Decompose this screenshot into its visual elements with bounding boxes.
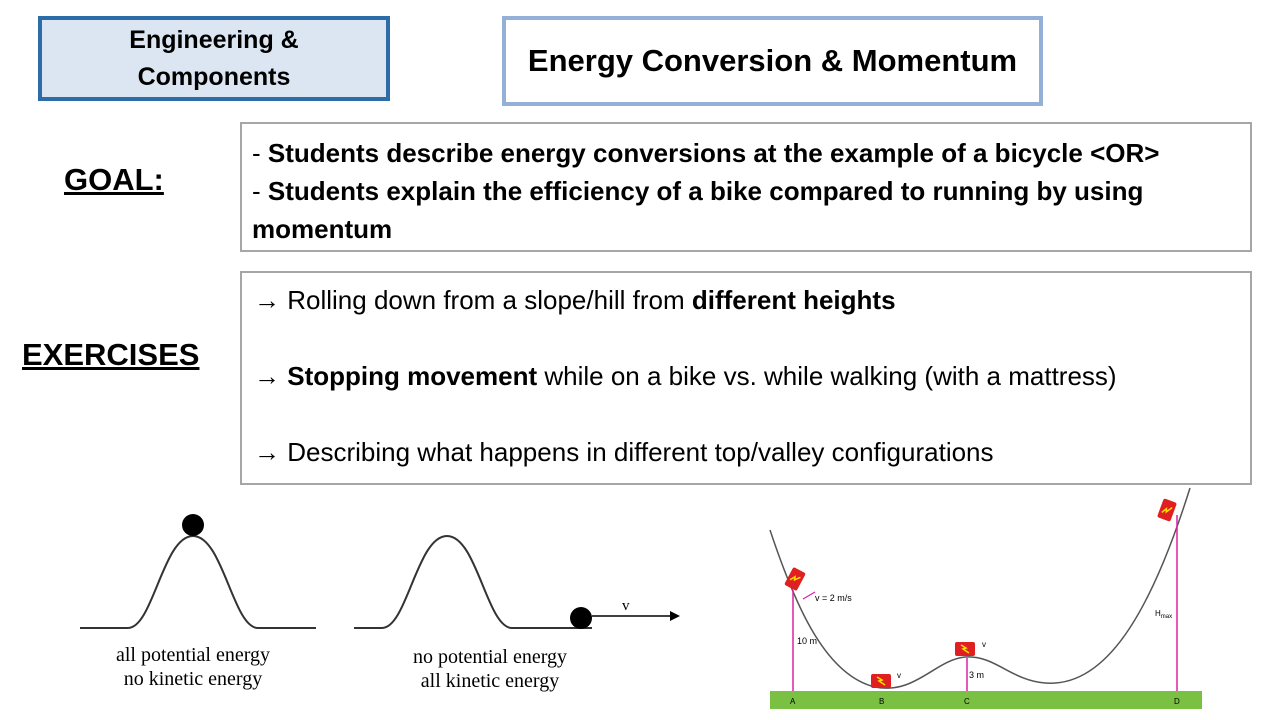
exercise-bold: Stopping movement bbox=[287, 361, 538, 391]
exercise-bold: different heights bbox=[691, 285, 896, 315]
caption-line: no kinetic energy bbox=[123, 668, 263, 690]
goal-line1: Students describe energy conversions at the example of a bicycle <OR> bbox=[267, 138, 1160, 168]
cart-icon bbox=[784, 567, 806, 591]
exercise-spacer bbox=[254, 319, 1238, 357]
cart-icon bbox=[871, 674, 891, 688]
slide-title: Energy Conversion & Momentum bbox=[527, 43, 1018, 78]
point-b-label: B bbox=[879, 697, 885, 706]
hmax-sub: max bbox=[1160, 614, 1173, 620]
exercise-item bbox=[254, 433, 1238, 471]
category-box bbox=[38, 16, 390, 101]
caption-line: all potential energy bbox=[115, 644, 271, 666]
speed-arrow-icon bbox=[803, 592, 815, 599]
height-c-label: 3 m bbox=[969, 670, 985, 680]
roller-coaster-figure bbox=[765, 485, 1210, 715]
point-a-label: A bbox=[790, 697, 796, 706]
goal-box bbox=[240, 122, 1252, 252]
exercise-spacer bbox=[254, 395, 1238, 433]
point-d-label: D bbox=[1174, 697, 1180, 706]
arrow-icon: → bbox=[254, 361, 288, 391]
hill-curve bbox=[80, 536, 316, 628]
arrow-icon: → bbox=[254, 285, 288, 315]
exercise-item bbox=[254, 281, 1238, 319]
track-curve bbox=[770, 488, 1190, 688]
hill2-caption bbox=[380, 645, 600, 693]
point-c-label: C bbox=[964, 697, 970, 706]
arrow-icon: → bbox=[254, 437, 288, 467]
hmax-main: H bbox=[1155, 609, 1161, 618]
caption-line: no potential energy bbox=[412, 646, 568, 668]
goal-line1-prefix: - bbox=[252, 138, 268, 168]
goal-label: GOAL: bbox=[64, 162, 164, 197]
exercise-item bbox=[254, 357, 1238, 395]
arrowhead-icon bbox=[670, 611, 680, 621]
hill-curve bbox=[354, 536, 592, 628]
velocity-label: v bbox=[622, 598, 630, 614]
exercise-text: Describing what happens in different top/valley configurations bbox=[287, 437, 994, 467]
cart-icon bbox=[955, 642, 975, 656]
ground bbox=[770, 691, 1202, 709]
caption-line: all kinetic energy bbox=[420, 670, 560, 692]
hill-kinetic-figure bbox=[352, 508, 682, 638]
speed-label: v = 2 m/s bbox=[815, 593, 852, 603]
exercise-text: Rolling down from a slope/hill from bbox=[287, 285, 692, 315]
hmax-label bbox=[1155, 609, 1172, 620]
cart-icon bbox=[1157, 498, 1177, 522]
hill1-caption bbox=[88, 643, 298, 691]
exercises-box bbox=[240, 271, 1252, 485]
title-box bbox=[502, 16, 1043, 106]
goal-line2: Students explain the efficiency of a bike compared to running by using momentum bbox=[252, 176, 1144, 244]
ball-icon bbox=[182, 514, 204, 536]
goal-line2-prefix: - bbox=[252, 176, 268, 206]
ball-icon bbox=[570, 607, 592, 629]
v-label-c: v bbox=[982, 640, 986, 649]
v-label-b: v bbox=[897, 671, 901, 680]
hill-potential-figure bbox=[78, 508, 318, 638]
exercise-text: while on a bike vs. while walking (with a mattress) bbox=[537, 361, 1117, 391]
height-a-label: 10 m bbox=[797, 636, 818, 646]
category-label: Engineering & Components bbox=[129, 25, 299, 91]
exercises-label: EXERCISES bbox=[22, 337, 200, 372]
